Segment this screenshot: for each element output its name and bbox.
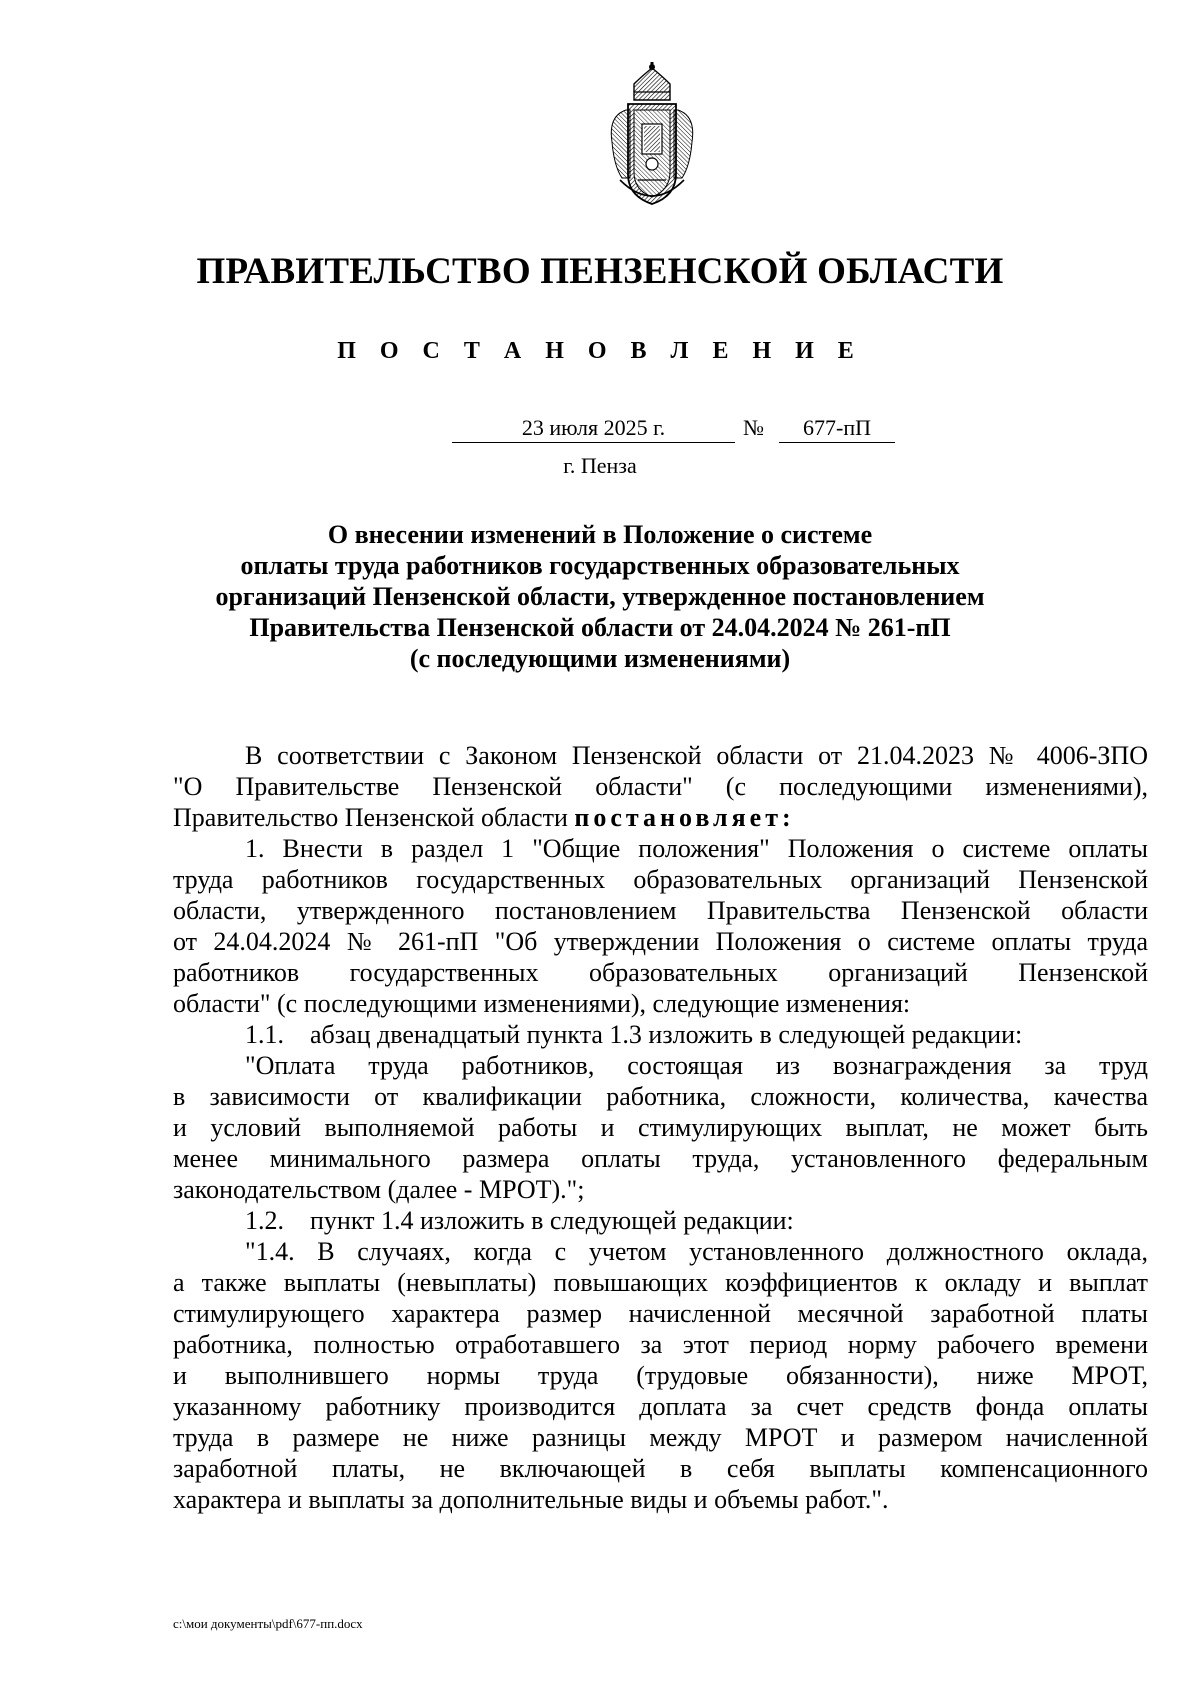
body-line xyxy=(173,802,1148,833)
subject-line: оплаты труда работников государственных образовательных xyxy=(240,551,960,580)
number-sign: № xyxy=(743,415,764,440)
document-date: 23 июля 2025 г. xyxy=(452,414,735,443)
body-line: заработной платы, не включающей в себя выплаты компенсационного xyxy=(173,1454,1148,1483)
body-line: области, утвержденного постановлением Правительства Пензенской области xyxy=(173,896,1148,925)
subject-line: Правительства Пензенской области от 24.04.2024 № 261-пП xyxy=(249,613,951,642)
body-line: а также выплаты (невыплаты) повышающих коэффициентов к окладу и выплат xyxy=(173,1268,1148,1297)
body-line: характера и выплаты за дополнительные виды и объемы работ.". xyxy=(173,1485,889,1514)
body-line: труда в размере не ниже разницы между МРОТ и размером начисленной xyxy=(173,1423,1148,1452)
body-line: и условий выполняемой работы и стимулирующих выплат, не может быть xyxy=(173,1113,1148,1142)
resolution-verb: постановляет: xyxy=(574,803,795,832)
body-line: 1.2. пункт 1.4 изложить в следующей редакции: xyxy=(245,1206,794,1235)
subject-line: О внесении изменений в Положение о системе xyxy=(327,520,873,549)
body-line: 1. Внести в раздел 1 "Общие положения" Положения о системе оплаты xyxy=(245,834,1148,863)
document-type: П О С Т А Н О В Л Е Н И Е xyxy=(337,338,863,364)
government-title: ПРАВИТЕЛЬСТВО ПЕНЗЕНСКОЙ ОБЛАСТИ xyxy=(196,251,1004,292)
subject-line: (с последующими изменениями) xyxy=(409,644,791,673)
body-line: от 24.04.2024 № 261-пП "Об утверждении Положения о системе оплаты труда xyxy=(173,927,1148,956)
document-number: 677-пП xyxy=(779,414,895,443)
file-path-footer: c:\мои документы\pdf\677-пп.docx xyxy=(173,1616,363,1631)
date-number-row xyxy=(0,414,1200,448)
body-line: труда работников государственных образовательных организаций Пензенской xyxy=(173,865,1148,894)
subject-line: организаций Пензенской области, утвержденное постановлением xyxy=(215,582,985,611)
body-line: области" (с последующими изменениями), следующие изменения: xyxy=(173,989,911,1018)
coat-of-arms-icon xyxy=(604,62,700,210)
document-subject xyxy=(0,519,1200,674)
body-line: стимулирующего характера размер начисленной месячной заработной платы xyxy=(173,1299,1148,1328)
body-line: "1.4. В случаях, когда с учетом установленного должностного оклада, xyxy=(245,1237,1148,1266)
body-line: "Оплата труда работников, состоящая из вознаграждения за труд xyxy=(245,1051,1148,1080)
body-line: 1.1. абзац двенадцатый пункта 1.3 изложить в следующей редакции: xyxy=(245,1020,1023,1049)
body-line: и выполнившего нормы труда (трудовые обязанности), ниже МРОТ, xyxy=(173,1361,1148,1390)
body-line: "О Правительстве Пензенской области" (с последующими изменениями), xyxy=(173,772,1148,801)
body-line: работников государственных образовательных организаций Пензенской xyxy=(173,958,1148,987)
body-line: В соответствии с Законом Пензенской области от 21.04.2023 № 4006-ЗПО xyxy=(245,741,1148,770)
city: г. Пенза xyxy=(563,453,637,478)
body-line: менее минимального размера оплаты труда, установленного федеральным xyxy=(173,1144,1148,1173)
body-line: законодательством (далее - МРОТ)."; xyxy=(173,1175,585,1204)
body-line: указанному работнику производится доплата за счет средств фонда оплаты xyxy=(173,1392,1148,1421)
body-line: работника, полностью отработавшего за этот период норму рабочего времени xyxy=(173,1330,1148,1359)
body-line: в зависимости от квалификации работника, сложности, количества, качества xyxy=(173,1082,1148,1111)
document-body xyxy=(173,740,1148,1515)
body-line-text: Правительство Пензенской области xyxy=(173,803,575,832)
